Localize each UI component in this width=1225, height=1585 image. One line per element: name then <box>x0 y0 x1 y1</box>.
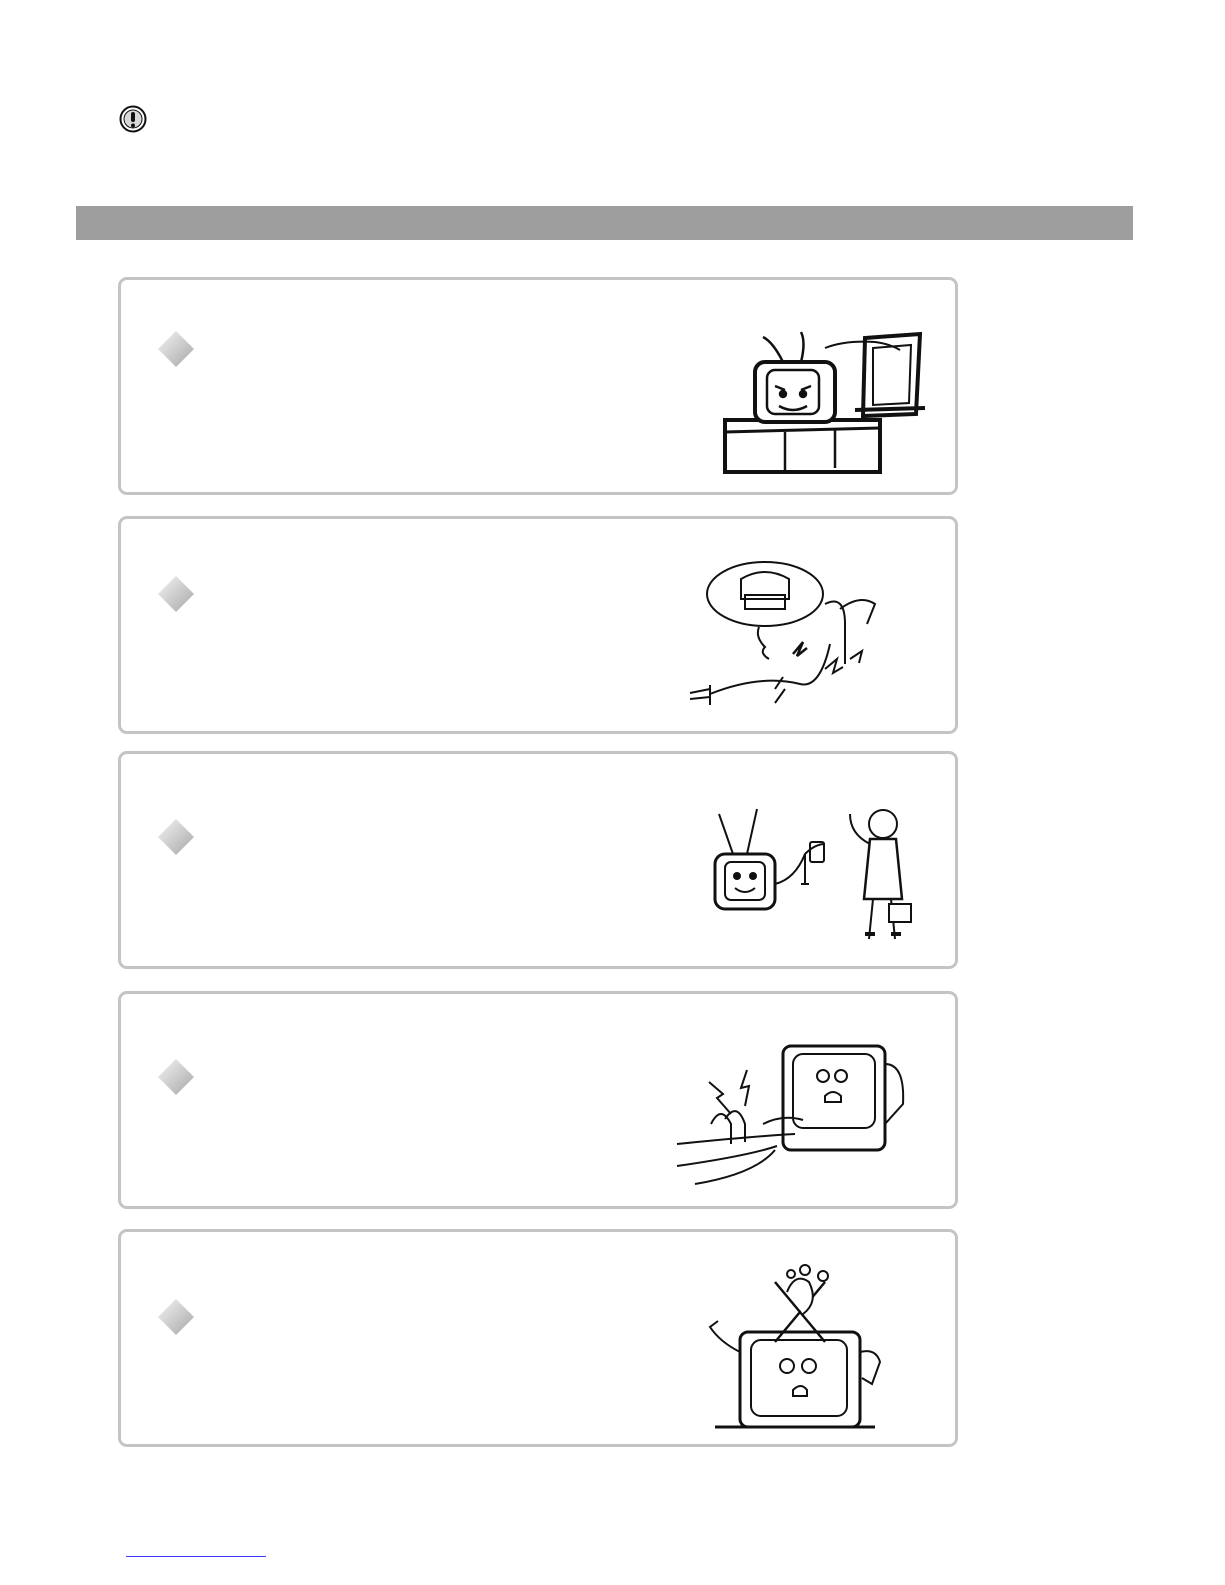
safety-card-3 <box>118 751 958 969</box>
bullet-diamond-icon <box>157 1058 195 1096</box>
safety-card-1 <box>118 277 958 495</box>
tv-vase-on-top-illustration <box>675 1262 935 1442</box>
warning-icon <box>119 105 147 133</box>
safety-card-5 <box>118 1229 958 1447</box>
safety-card-4 <box>118 991 958 1209</box>
tv-overloaded-outlet-illustration <box>675 1024 935 1204</box>
tv-unplug-man-illustration <box>675 784 935 964</box>
telephone-spark-illustration <box>675 549 935 729</box>
bullet-diamond-icon <box>157 818 195 856</box>
footer-link-underline <box>126 1556 266 1557</box>
bullet-diamond-icon <box>157 330 195 368</box>
section-header-bar <box>76 206 1133 240</box>
bullet-diamond-icon <box>157 575 195 613</box>
bullet-diamond-icon <box>157 1298 195 1336</box>
safety-card-2 <box>118 516 958 734</box>
tv-window-sunlight-illustration <box>675 310 935 490</box>
